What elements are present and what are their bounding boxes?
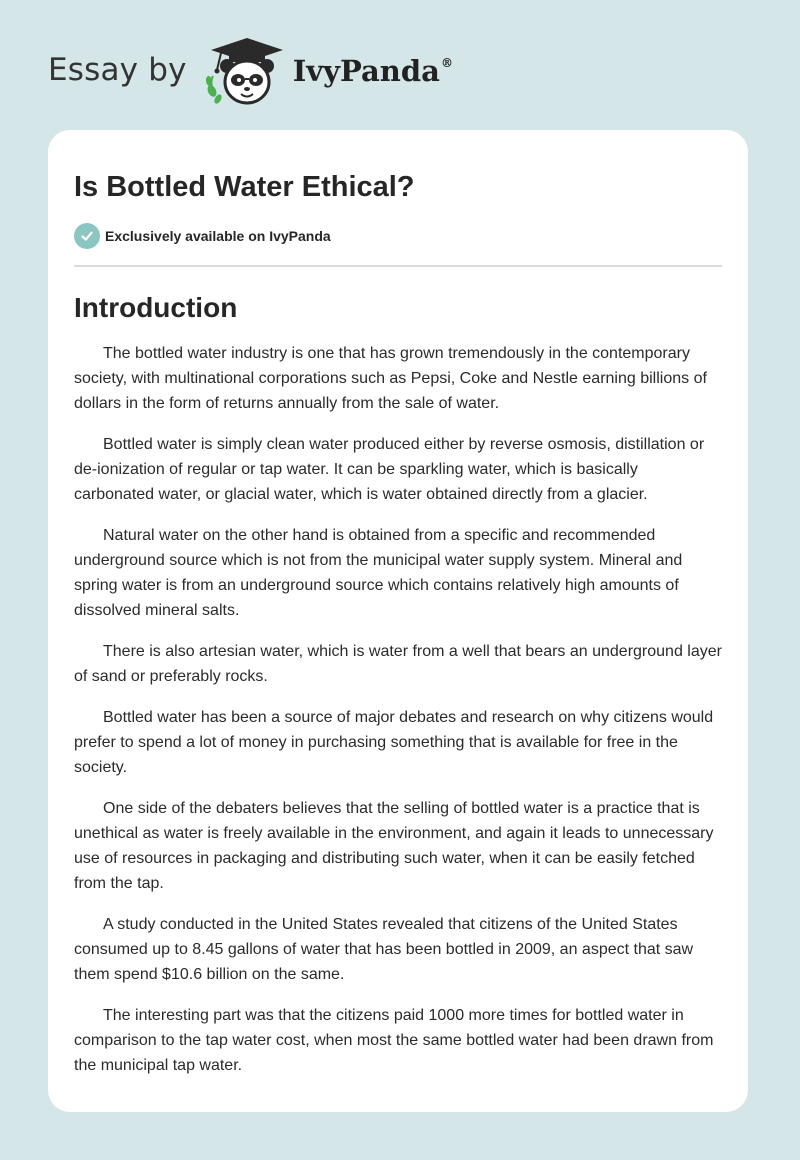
essay-title: Is Bottled Water Ethical?: [74, 171, 415, 203]
paragraph: Bottled water has been a source of major debates and research on why citizens would prefer to spend a lot of money in purchasing something that is available for free in the society.: [74, 709, 714, 776]
paragraph: There is also artesian water, which is water from a well that bears an underground layer of sand or preferably rocks.: [74, 643, 722, 685]
brand-prefix: Essay by: [48, 52, 187, 88]
paragraph: One side of the debaters believes that the selling of bottled water is a practice that is unethical as water is freely available in the environment, and again it leads to unnecessary use of resources in packaging and distributing such water, when it can be easily fetched from the tap.: [74, 800, 714, 892]
panda-logo-icon[interactable]: [203, 36, 289, 108]
paragraph: Natural water on the other hand is obtained from a specific and recommended underground source which is not from the municipal water supply system. Mineral and spring water is from an underground source which contains relatively high amounts of dissolved mineral salts.: [74, 527, 683, 619]
registered-mark: ®: [440, 56, 453, 70]
exclusive-badge: [74, 221, 722, 251]
section-heading: Introduction: [74, 292, 238, 323]
badge-text: Exclusively available on IvyPanda: [105, 228, 331, 244]
paragraph: Bottled water is simply clean water produced either by reverse osmosis, distillation or de-ionization of regular or tap water. It can be sparkling water, which is basically carbonated water, or glacial water, which is water obtained directly from a glacier.: [74, 436, 705, 503]
check-icon: [74, 223, 100, 249]
paragraph: The interesting part was that the citizens paid 1000 more times for bottled water in comparison to the tap water cost, when most the same bottled water had been drawn from the municipal tap water.: [74, 1007, 714, 1074]
paragraph: A study conducted in the United States revealed that citizens of the United States consumed up to 8.45 gallons of water that has been bottled in 2009, an aspect that saw them spend $10.6 billion on the same.: [74, 916, 694, 983]
divider: [74, 265, 722, 267]
essay-card: [48, 130, 748, 1112]
brand-name[interactable]: IvyPanda®: [292, 54, 453, 88]
paragraph: The bottled water industry is one that has grown tremendously in the contemporary society, with multinational corporations such as Pepsi, Coke and Nestle earning billions of dollars in the form of returns annually from the sale of water.: [74, 345, 707, 412]
brand-header: [48, 36, 453, 108]
